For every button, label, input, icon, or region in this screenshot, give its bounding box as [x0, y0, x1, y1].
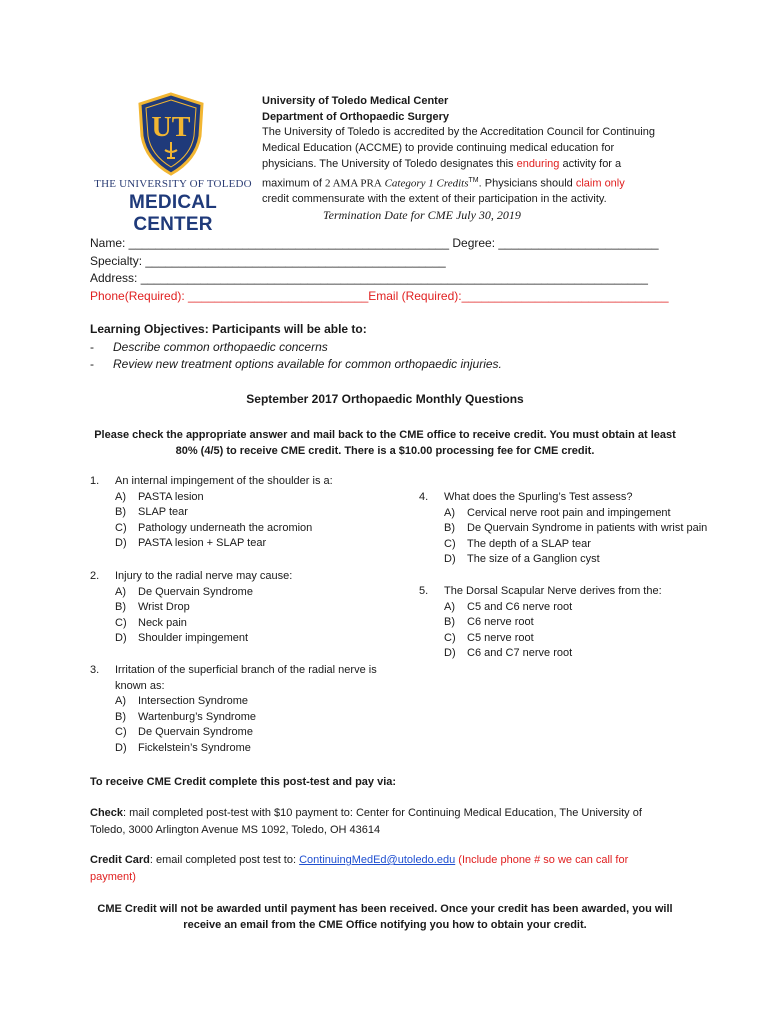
question-1	[90, 474, 410, 554]
answer-option[interactable]: D) Fickelstein’s Syndrome	[115, 742, 251, 754]
answer-option[interactable]: A) C5 and C6 nerve root	[444, 600, 573, 613]
logo-university-text: THE UNIVERSITY OF TOLEDO	[94, 178, 252, 190]
answer-option[interactable]: B) De Quervain Syndrome in patients with wrist pain	[444, 522, 708, 535]
objective-item: - Review new treatment options available for common orthopaedic injuries.	[90, 357, 502, 371]
question-number: 4.	[419, 491, 429, 503]
cme-email-link[interactable]: ContinuingMedEd@utoledo.edu	[299, 854, 456, 866]
card-payment: Credit Card: email completed post test to: ContinuingMedEd@utoledo.edu (Include phone # so we can call for payment)	[90, 854, 629, 883]
answer-option[interactable]: A) Cervical nerve root pain and impingement	[444, 506, 671, 519]
answer-option[interactable]: A) De Quervain Syndrome	[115, 585, 253, 598]
document-header	[262, 94, 692, 223]
answer-option[interactable]: C) Neck pain	[115, 616, 187, 629]
answer-option[interactable]: B) SLAP tear	[115, 506, 188, 519]
question-number: 5.	[419, 585, 429, 597]
instructions: Please check the appropriate answer and mail back to the CME office to receive credit. You must obtain at least 80% (4/5) to receive CME credit. There is a $10.00 processing fee for CME credit.	[94, 429, 676, 457]
objective-item: - Describe common orthopaedic concerns	[90, 340, 328, 354]
question-stem: Irritation of the superficial branch of the radial nerve is known as:	[115, 664, 377, 692]
accreditation-line-2: Medical Education (ACCME) to provide continuing medical education for	[262, 142, 615, 155]
final-note: CME Credit will not be awarded until payment has been received. Once your credit has been awarded, you will receive an email from the CME Office notifying you how to obtain your credit.	[97, 903, 673, 931]
email-field[interactable]: Email (Required):_______________________________	[368, 289, 669, 303]
answer-option[interactable]: D) Shoulder impingement	[115, 632, 249, 645]
logo-monogram: UT	[151, 112, 191, 143]
question-stem: The Dorsal Scapular Nerve derives from the:	[444, 585, 662, 597]
question-number: 1.	[90, 475, 100, 487]
header-institution: University of Toledo Medical Center	[262, 95, 449, 107]
answer-option[interactable]: A) Intersection Syndrome	[115, 695, 249, 708]
question-stem: What does the Spurling’s Test assess?	[444, 491, 633, 503]
termination-date: Termination Date for CME July 30, 2019	[323, 207, 521, 222]
answer-option[interactable]: D) PASTA lesion + SLAP tear	[115, 537, 267, 550]
question-stem: An internal impingement of the shoulder is a:	[115, 475, 333, 487]
answer-option[interactable]: D) C6 and C7 nerve root	[444, 647, 573, 660]
answer-option[interactable]: C) De Quervain Syndrome	[115, 726, 253, 739]
accreditation-line-1: The University of Toledo is accredited by the Accreditation Council for Continuing	[262, 126, 655, 139]
question-5	[419, 584, 739, 664]
address-field[interactable]: Address: ____________________________________________________________________________	[90, 271, 648, 285]
answer-option[interactable]: B) Wartenburg’s Syndrome	[115, 710, 256, 723]
accreditation-line-3: physicians. The University of Toledo designates this enduring activity for a	[262, 157, 622, 170]
answer-option[interactable]: C) The depth of a SLAP tear	[444, 537, 591, 550]
university-logo	[86, 92, 254, 235]
shield-icon	[136, 92, 206, 176]
answer-option[interactable]: C) C5 nerve root	[444, 631, 534, 644]
check-payment: Check: mail completed post-test with $10 payment to: Center for Continuing Medical Education, The University of Toledo, 3000 Arlington Avenue MS 1092, Toledo, OH 43614	[90, 807, 642, 836]
answer-option[interactable]: B) Wrist Drop	[115, 601, 190, 614]
header-department: Department of Orthopaedic Surgery	[262, 110, 450, 123]
answer-option[interactable]: D) The size of a Ganglion cyst	[444, 553, 600, 566]
specialty-field[interactable]: Specialty: _____________________________________________	[90, 254, 446, 268]
question-3	[90, 663, 410, 763]
logo-medical-center-text: MEDICAL CENTER	[129, 192, 217, 235]
phone-field[interactable]: Phone(Required): ___________________________	[90, 289, 369, 303]
question-4	[419, 490, 739, 570]
answer-option[interactable]: A) PASTA lesion	[115, 490, 204, 503]
objectives-heading: Learning Objectives: Participants will be able to:	[90, 322, 367, 336]
question-2	[90, 569, 410, 649]
name-degree-field[interactable]: Name: ________________________________________________ Degree: ________________________	[90, 236, 659, 250]
answer-option[interactable]: B) C6 nerve root	[444, 616, 534, 629]
question-stem: Injury to the radial nerve may cause:	[115, 570, 293, 582]
question-number: 2.	[90, 570, 100, 582]
payment-heading: To receive CME Credit complete this post-test and pay via:	[90, 776, 397, 788]
accreditation-line-5: credit commensurate with the extent of their participation in the activity.	[262, 192, 607, 205]
phone-email-fields	[90, 289, 669, 303]
question-number: 3.	[90, 664, 100, 676]
accreditation-line-4: maximum of 2 AMA PRA Category 1 Credits™. Physicians should claim only	[262, 176, 625, 190]
quiz-title: September 2017 Orthopaedic Monthly Questions	[246, 392, 524, 406]
answer-option[interactable]: C) Pathology underneath the acromion	[115, 521, 313, 534]
